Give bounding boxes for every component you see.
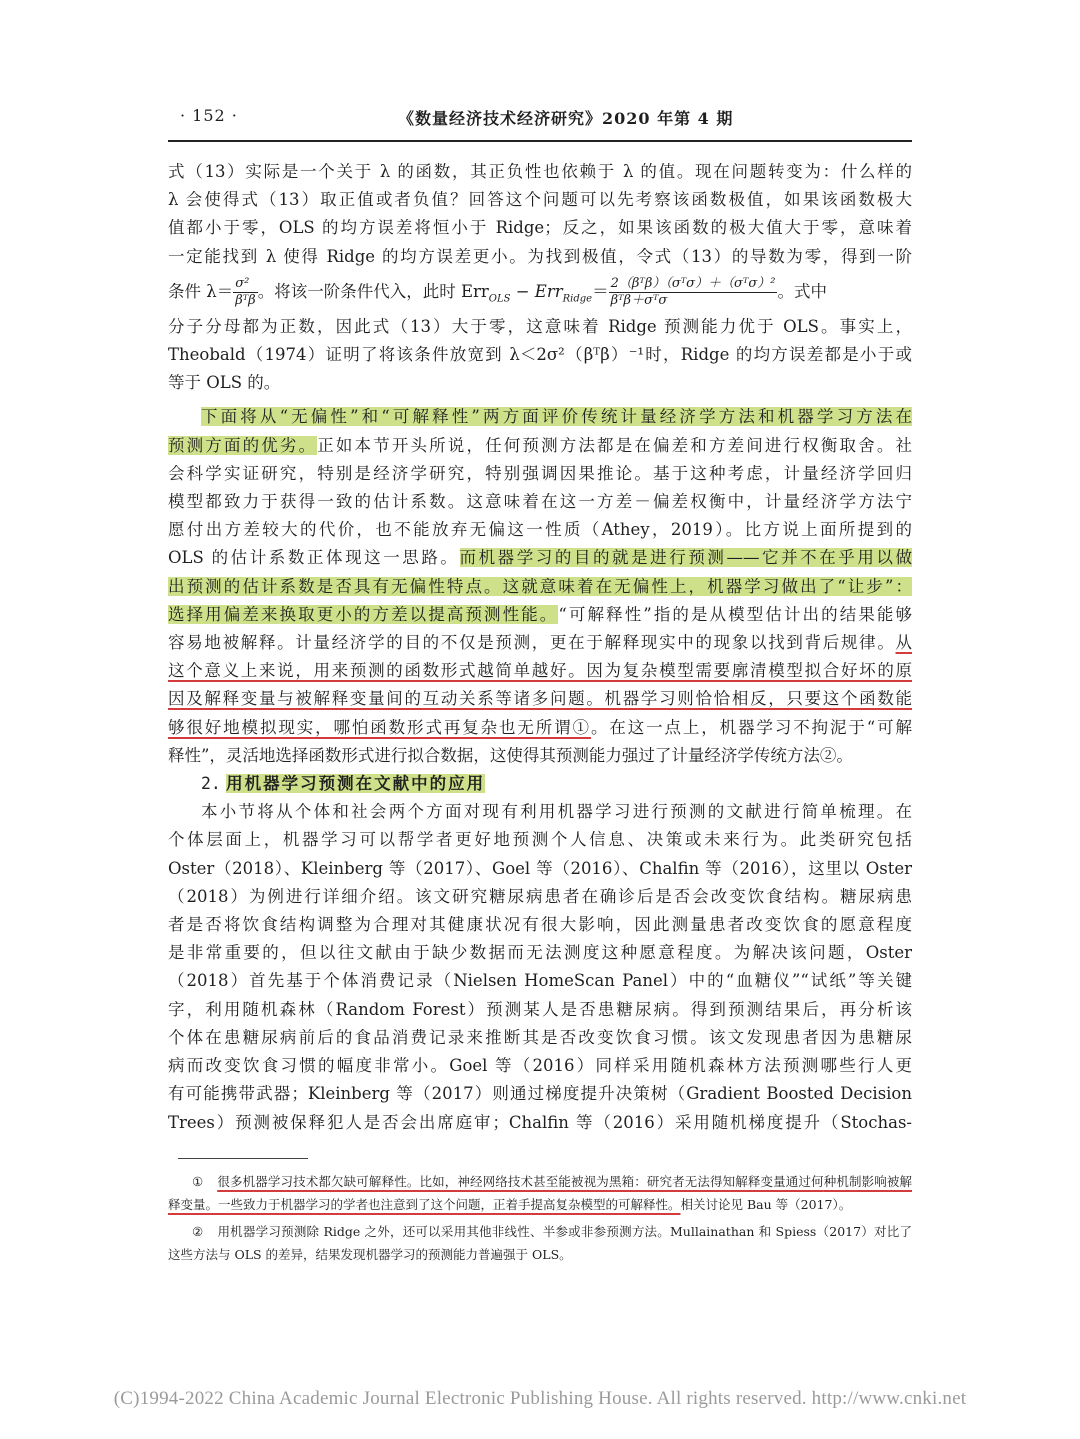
text-line bbox=[168, 403, 912, 431]
text-line: 个体在患糖尿病前后的食品消费记录来推断其是否改变饮食习惯。该文发现患者因为患糖尿 bbox=[168, 1027, 912, 1047]
text-line: （2018）首先基于个体消费记录（Nielsen HomeScan Panel）中的“血糖仪”“试纸”等关键 bbox=[168, 971, 912, 991]
text-span: “可解释性”指的是从模型估计出的结果能够 bbox=[558, 604, 912, 624]
header-rule bbox=[168, 140, 912, 142]
fraction-denominator: βᵀβ bbox=[235, 292, 256, 308]
highlighted-text: 下面将从“无偏性”和“可解释性”两方面评价传统计量经济学方法和机器学习方法在 bbox=[201, 407, 912, 427]
underlined-text: 种机制影响被解释变量。一些致力于机器学习的学者也注意到了这个问题，正着手提高复杂模型的可解释性。 bbox=[168, 1174, 912, 1212]
text-line: 者是否将饮食结构调整为合理对其健康状况有很大影响，因此测量患者改变饮食的愿意程度 bbox=[168, 915, 912, 935]
fraction-numerator: 2（βᵀβ）（σᵀσ）＋（σᵀσ）² bbox=[610, 275, 776, 291]
formula-text: 。将该一阶条件代入，此时 Err bbox=[257, 281, 489, 301]
fraction bbox=[233, 276, 258, 309]
footnote-marker: ① bbox=[192, 1174, 204, 1189]
text-line: 字，利用随机森林（Random Forest）预测某人是否患糖尿病。得到预测结果后，再分析该 bbox=[168, 999, 912, 1019]
highlighted-text: 而机器学习的目的就是进行预测——它并不在乎用以做 bbox=[459, 548, 912, 568]
text-line: Trees）预测被保释犯人是否会出席庭审；Chalfin 等（2016）采用随机梯度提升（Stochas- bbox=[168, 1112, 912, 1132]
section-title: 用机器学习预测在文献中的应用 bbox=[226, 774, 486, 794]
text-line: 会科学实证研究，特别是经济学研究，特别强调因果推论。基于这种考虑，计量经济学回归 bbox=[168, 463, 912, 483]
fraction bbox=[609, 276, 778, 309]
text-span: 相关讨论见 Bau 等（2017）。 bbox=[680, 1197, 852, 1212]
formula-text: 。式中 bbox=[777, 281, 827, 301]
text-line bbox=[168, 432, 912, 460]
underlined-text: 很多机器学习技术都欠缺可解释性。比如，神经网络技术甚至能被视为黑箱：研究者无法得知解释变量通过何 bbox=[217, 1174, 824, 1189]
footnote-1 bbox=[168, 1170, 912, 1216]
highlighted-text: 选择用偏差来换取更小的方差以提高预测性能。 bbox=[168, 604, 559, 624]
text-line: 有可能携带武器；Kleinberg 等（2017）则通过梯度提升决策树（Gradient Boosted Decision bbox=[168, 1084, 912, 1104]
page-header bbox=[168, 104, 912, 134]
footnote-marker: ② bbox=[192, 1224, 204, 1239]
text-line bbox=[168, 601, 912, 629]
text-span: 正如本节开头所说，任何预测方法都是在偏差和方差间进行权衡取舍。社 bbox=[317, 435, 913, 455]
formula-line bbox=[168, 271, 912, 313]
fraction-denominator: βᵀβ＋σᵀσ bbox=[610, 292, 668, 308]
underlined-text: 这个意义上来说，用来预测的函数形式越简单越好。因为复杂模型需要廓清模型拟合好坏的原 bbox=[168, 661, 912, 681]
underlined-text: 从 bbox=[895, 633, 912, 653]
text-span: OLS 的估计系数正体现这一思路。 bbox=[168, 548, 460, 568]
text-line bbox=[168, 629, 912, 657]
text-line: Oster（2018）、Kleinberg 等（2017）、Goel 等（2016）、Chalfin 等（2016），这里以 Oster bbox=[168, 858, 912, 878]
article-body bbox=[168, 158, 912, 1137]
subscript: OLS bbox=[488, 293, 511, 305]
text-line: 个体层面上，机器学习可以帮学者更好地预测个人信息、决策或未来行为。此类研究包括 bbox=[168, 830, 912, 850]
text-line: λ 会使得式（13）取正值或者负值？回答这个问题可以先考察该函数极值，如果该函数极大 bbox=[168, 190, 912, 210]
subscript: Ridge bbox=[562, 293, 593, 305]
formula-text: 条件 λ＝ bbox=[168, 281, 234, 301]
section-number: 2. bbox=[201, 774, 221, 794]
underlined-text: 够很好地模拟现实，哪怕函数形式再复杂也无所谓① bbox=[168, 717, 591, 737]
underlined-text: 因及解释变量与被解释变量间的互动关系等诸多问题。机器学习则恰恰相反，只要这个函数能 bbox=[168, 689, 912, 709]
text-line bbox=[168, 685, 912, 713]
text-line bbox=[168, 714, 912, 742]
copyright-watermark: (C)1994-2022 China Academic Journal Electronic Publishing House. All rights reserved. http://www.cnki.net bbox=[113, 1388, 967, 1409]
footnotes bbox=[168, 1170, 912, 1270]
text-line: 愿付出方差较大的代价，也不能放弃无偏这一性质（Athey，2019）。比方说上面所提到的 bbox=[168, 520, 912, 540]
text-line bbox=[168, 573, 912, 601]
text-line: 病而改变饮食习惯的幅度非常小。Goel 等（2016）同样采用随机森林方法预测哪些行人更 bbox=[168, 1056, 912, 1076]
text-line: 一定能找到 λ 使得 Ridge 的均方误差更小。为找到极值，令式（13）的导数为零，得到一阶 bbox=[168, 246, 912, 266]
text-line: 模型都致力于获得一致的估计系数。这意味着在这一方差－偏差权衡中，计量经济学方法宁 bbox=[168, 492, 912, 512]
text-line: 释性”，灵活地选择函数形式进行拟合数据，这使得其预测能力强过了计量经济学传统方法②。 bbox=[168, 745, 853, 765]
text-line bbox=[168, 657, 912, 685]
formula-text: − Err bbox=[510, 281, 563, 301]
text-span: 容易地被解释。计量经济学的目的不仅是预测，更在于解释现实中的现象以找到背后规律。 bbox=[168, 633, 896, 653]
text-line: 值都小于零，OLS 的均方误差将恒小于 Ridge；反之，如果该函数的极大值大于零，意味着 bbox=[168, 218, 912, 238]
text-span: 。在这一点上，机器学习不拘泥于“可解 bbox=[590, 717, 913, 737]
footnote-2 bbox=[168, 1220, 912, 1266]
text-line bbox=[168, 544, 912, 572]
text-line: 是非常重要的，但以往文献由于缺少数据而无法测度这种愿意程度。为解决该问题，Oster bbox=[168, 943, 912, 963]
fraction-numerator: σ² bbox=[233, 276, 258, 293]
text-line: 式（13）实际是一个关于 λ 的函数，其正负性也依赖于 λ 的值。现在问题转变为：什么样的 bbox=[168, 162, 912, 181]
text-span: 用机器学习预测除 Ridge 之外，还可以采用其他非线性、半参或非参预测方法。Mullainathan 和 Spiess（2017）对比了这些方法与 OLS 的差异，结果发现机器学习的预测能力普遍强于 OLS。 bbox=[168, 1224, 912, 1262]
footnote-rule bbox=[178, 1158, 308, 1159]
text-line: （2018）为例进行详细介绍。该文研究糖尿病患者在确诊后是否会改变饮食结构。糖尿病患 bbox=[168, 886, 912, 906]
journal-title: 《数量经济技术经济研究》2020 年第 4 期 bbox=[398, 109, 734, 128]
formula-text: ＝ bbox=[592, 281, 609, 301]
text-line: 本小节将从个体和社会两个方面对现有利用机器学习进行预测的文献进行简单梳理。在 bbox=[201, 802, 912, 822]
page-number: · 152 · bbox=[180, 106, 238, 125]
text-line: 分子分母都为正数，因此式（13）大于零，这意味着 Ridge 预测能力优于 OLS。事实上， bbox=[168, 316, 912, 336]
highlighted-text: 预测方面的优劣。 bbox=[168, 435, 318, 455]
section-heading bbox=[168, 770, 912, 798]
highlighted-text: 出预测的估计系数是否具有无偏性特点。这就意味着在无偏性上，机器学习做出了“让步”： bbox=[168, 576, 912, 596]
text-line: Theobald（1974）证明了将该条件放宽到 λ＜2σ²（βᵀβ）⁻¹时，Ridge 的均方误差都是小于或 bbox=[168, 345, 912, 365]
text-line: 等于 OLS 的。 bbox=[168, 373, 281, 393]
